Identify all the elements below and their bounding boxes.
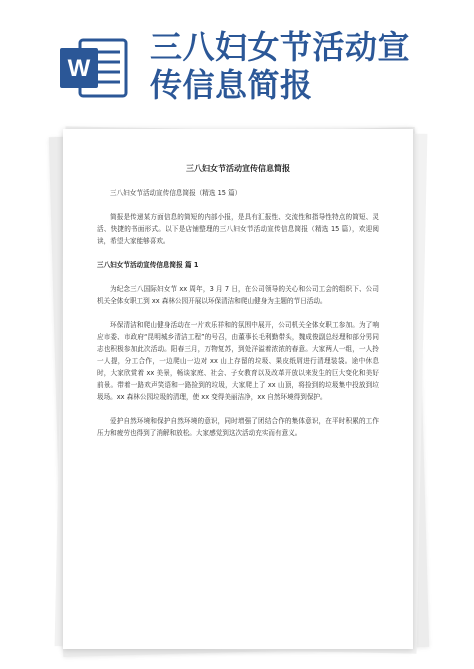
intro-paragraph: 简报是传递某方面信息的简短的内部小报，是具有汇报性、交流性和指导性特点的简短、灵活、快捷的书面形式。以下是店铺整理的三八妇女节活动宣传信息简报（精选 15 篇），欢迎阅读，希望大家能够喜欢。 [97, 213, 379, 245]
body-paragraph: 环保清洁和爬山健身活动在一片欢乐祥和的氛围中展开，公司机关全体女职工参加。为了响应市委、市政府“昆明城乡清洁工程”的号召，由董事长毛利勤带头，魏成俊副总经理和部分男同志也积极参加此次活动。阳春三月，万物复苏，到处洋溢着浓浓的春意。大家两人一组，一人拎一人提，分工合作，一边爬山一边对 xx 山上存留的垃圾、果皮纸屑进行清理装袋。途中休息时，大家欣赏着 xx 美景，畅谈家庭、社会、子女教育以及改革开放以来发生的巨大变化和美好前景。带着一路欢声笑语和一路捡到的垃圾，大家爬上了 xx 山顶，将捡到的垃圾集中投放到垃圾场。xx 森林公园垃圾的清理，使 xx 变得美丽洁净，xx 自然环境得到保护。 [97, 321, 379, 401]
body-paragraph: 爱护自然环境和保护自然环境的意识，同时增强了团结合作的集体意识，在平时积累的工作压力和疲劳也得到了消解和放松。大家感觉到这次活动充实而有意义。 [97, 417, 379, 437]
document-title: 三八妇女节活动宣传信息简报 [186, 164, 290, 173]
word-icon-letter: W [67, 55, 91, 82]
section-heading: 三八妇女节活动宣传信息简报 篇 1 [97, 261, 199, 269]
banner-title-line-1: 三八妇女节活动宣 [150, 28, 411, 66]
body-paragraph: 为纪念三八国际妇女节 xx 周年，3 月 7 日，在公司领导的关心和公司工会的组织下、公司机关全体女职工到 xx 森林公园开展以环保清洁和爬山健身为主题的节日活动。 [97, 285, 379, 305]
banner-title-line-2: 传信息简报 [150, 66, 313, 104]
document-page [63, 129, 413, 649]
document-subtitle: 三八妇女节活动宣传信息简报（精选 15 篇） [110, 189, 242, 197]
